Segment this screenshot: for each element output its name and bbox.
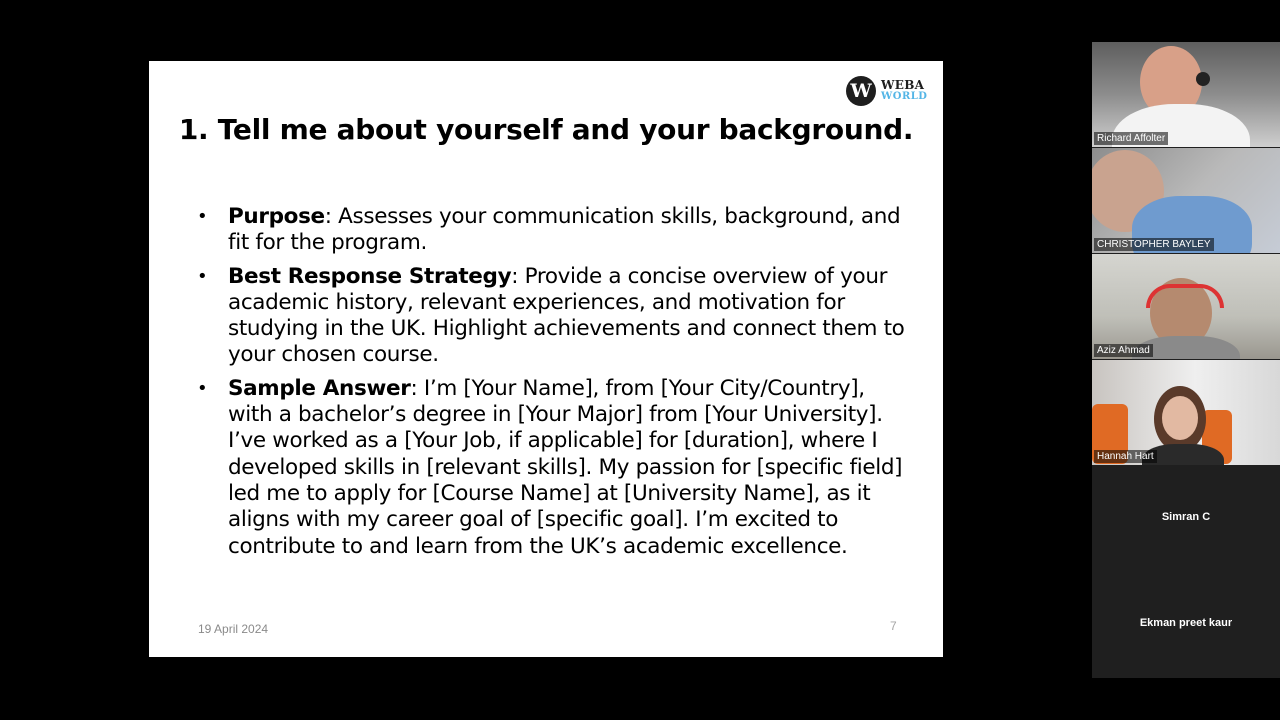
slide-date: 19 April 2024 [198,622,269,636]
slide-page-number: 7 [890,619,897,633]
bullet-sample-answer [228,376,908,560]
video-tile-richard-affolter[interactable] [1092,42,1280,147]
bullet-text: : Provide a concise overview of your academic history, relevant experiences, and motivation for studying in the UK. Highlight achievements and connect them to your chosen course. [228,263,905,368]
video-tile-christopher-bayley[interactable] [1092,148,1280,253]
audio-tile-simran-c[interactable] [1092,466,1280,572]
bullet-list [228,204,908,567]
bullet-label: Purpose [228,204,325,229]
logo-text-weba: WEBA [881,78,925,92]
participant-name: Ekman preet kaur [1139,617,1233,629]
bullet-text: : Assesses your communication skills, background, and fit for the program. [228,204,901,256]
bullet-purpose [228,204,908,257]
participant-name: Aziz Ahmad [1094,344,1153,357]
bullet-text: : I’m [Your Name], from [Your City/Country], with a bachelor’s degree in [Your Major] from [Your University]. I’ve worked as a [Your Job, if applicable] for [duration], where I developed skills in [relevant skills]. My passion for [specific field] led me to apply for [Course Name] at [University Name], as it aligns with my career goal of [specific goal]. I’m excited to contribute to and learn from the UK’s academic excellence. [228,375,903,559]
presentation-slide [149,61,943,657]
participant-name: Simran C [1161,511,1211,523]
video-tile-aziz-ahmad[interactable] [1092,254,1280,359]
audio-tile-ekman-preet-kaur[interactable] [1092,572,1280,678]
logo-mark: W [846,76,876,106]
bullet-strategy [228,264,908,369]
participant-name: Richard Affolter [1094,132,1168,145]
bullet-label: Best Response Strategy [228,263,512,289]
participant-name: CHRISTOPHER BAYLEY [1094,238,1214,251]
participants-panel[interactable] [1092,42,1280,678]
weba-world-logo [846,75,930,109]
video-logo [1196,72,1210,86]
slide-title: 1. Tell me about yourself and your background. [178,113,914,146]
participant-name: Hannah Hart [1094,450,1157,463]
logo-text-world: WORLD [881,91,928,102]
video-tile-hannah-hart[interactable] [1092,360,1280,465]
participant-video [1162,396,1198,440]
bullet-label: Sample Answer [228,375,411,401]
headphones [1146,284,1224,308]
